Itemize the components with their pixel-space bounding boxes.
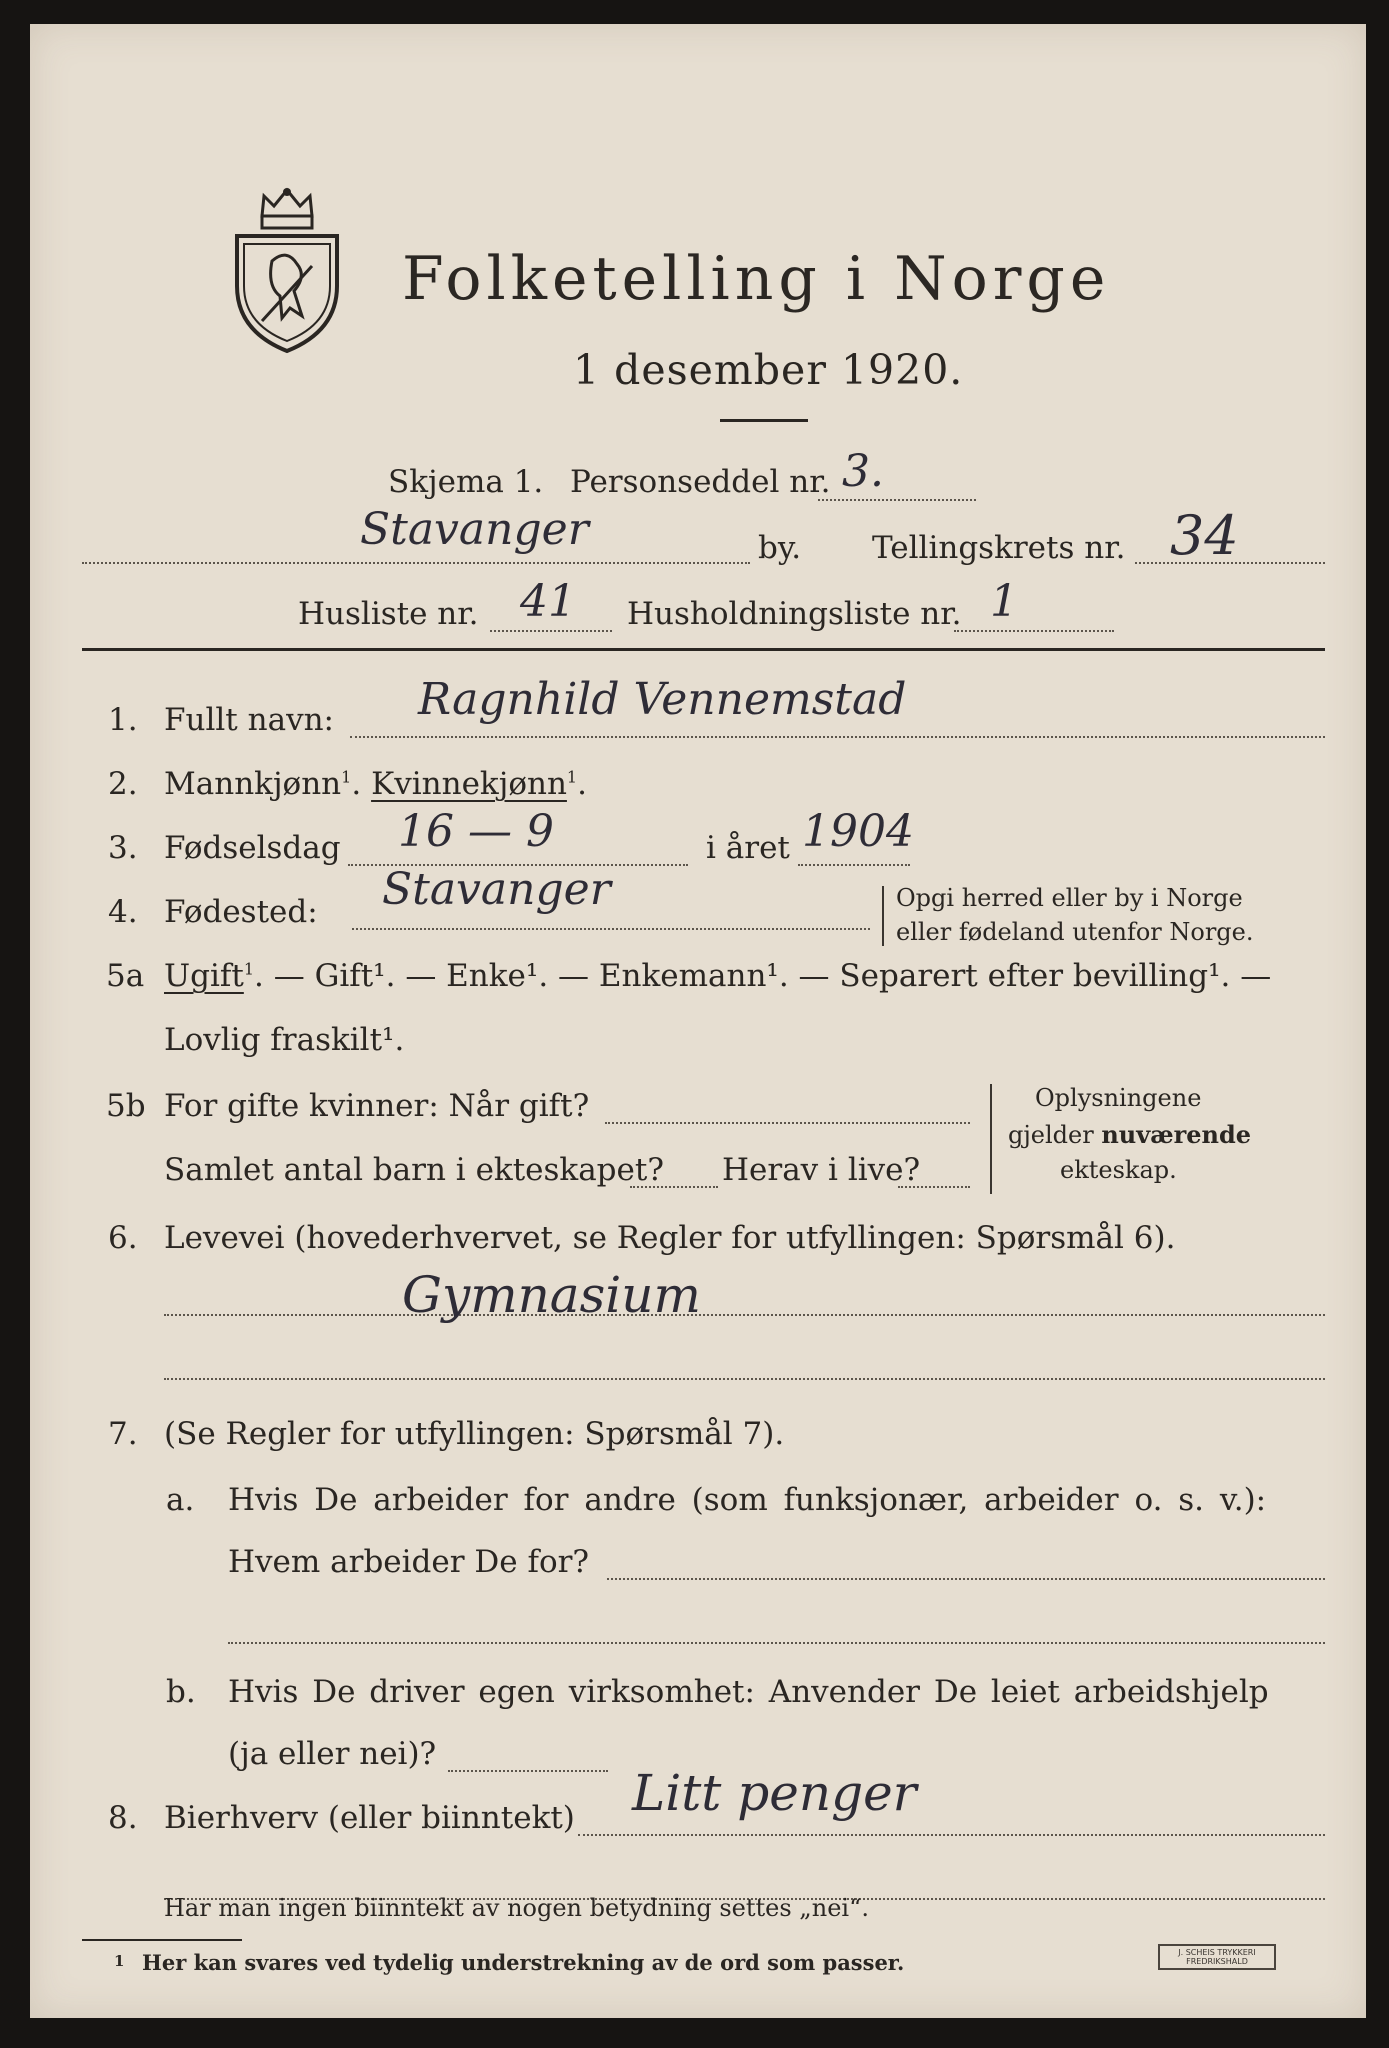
birth-day-value[interactable]: 16 — 9	[398, 806, 554, 857]
q5b-note-brace	[990, 1084, 992, 1194]
q7a-answer-line	[607, 1578, 1325, 1580]
q7b-answer-line	[448, 1770, 608, 1772]
schema-label: Skjema 1.	[388, 464, 544, 500]
q5b-label2: Samlet antal barn i ekteskapet?	[164, 1152, 664, 1188]
q5b-note-line3: ekteskap.	[1060, 1156, 1177, 1184]
q5b-line1	[605, 1122, 970, 1124]
by-label: by.	[758, 530, 802, 566]
male-option[interactable]: Mannkjønn	[164, 766, 342, 802]
q1-label: Fullt navn:	[164, 702, 334, 738]
footnote-ref: 1	[341, 767, 352, 787]
personseddel-label: Personseddel nr.	[570, 464, 831, 500]
personseddel-value[interactable]: 3.	[842, 446, 884, 497]
q3-number: 3.	[108, 830, 138, 866]
q8-number: 8.	[108, 1800, 138, 1836]
q7-number: 7.	[108, 1416, 138, 1452]
marital-options: . — Gift¹. — Enke¹. — Enkemann¹. — Separert efter bevilling¹. —	[254, 958, 1272, 994]
husholdning-value[interactable]: 1	[990, 576, 1018, 627]
q7b-number: b.	[166, 1674, 196, 1710]
q5b-label3: Herav i live?	[722, 1152, 921, 1188]
q5b-note-gjelder: gjelder	[1008, 1121, 1102, 1149]
birthplace-value[interactable]: Stavanger	[382, 864, 611, 915]
full-name-value[interactable]: Ragnhild Vennemstad	[418, 674, 907, 725]
q5a-line2: Lovlig fraskilt¹.	[164, 1022, 405, 1058]
footnote-divider	[82, 1939, 242, 1941]
footnote-ref: 1	[566, 767, 578, 787]
q8-label: Bierhverv (eller biinntekt)	[164, 1800, 575, 1836]
separator: .	[577, 766, 587, 802]
census-form	[30, 24, 1366, 2018]
footnote-text: Her kan svares ved tydelig understrekning av de ord som passer.	[142, 1950, 905, 1975]
q5b-label1: For gifte kvinner: Når gift?	[164, 1088, 590, 1124]
q5b-line2	[630, 1186, 718, 1188]
q5a-number: 5a	[106, 958, 145, 994]
husholdning-line	[954, 630, 1114, 632]
q4-note-brace	[882, 886, 884, 946]
q3-label: Fødselsdag	[164, 830, 341, 866]
q4-note-line2: eller fødeland utenfor Norge.	[896, 918, 1254, 946]
q6-line2	[164, 1378, 1325, 1380]
q7a-number: a.	[166, 1482, 195, 1518]
q5b-note-bold: nuværende	[1101, 1120, 1252, 1149]
q7a-line1: Hvis De arbeider for andre (som funksjonær, arbeider o. s. v.):	[228, 1482, 1267, 1518]
q1-line	[350, 736, 1325, 738]
q5b-note-line1: Oplysningene	[1035, 1084, 1202, 1112]
printer-stamp-line1: J. SCHEIS TRYKKERI	[1178, 1948, 1256, 1957]
occupation-value[interactable]: Gymnasium	[402, 1266, 701, 1324]
side-income-value[interactable]: Litt penger	[632, 1764, 917, 1822]
tellingskrets-value[interactable]: 34	[1170, 504, 1239, 567]
female-option-underlined[interactable]: Kvinnekjønn	[371, 766, 567, 802]
q7b-line1: Hvis De driver egen virksomhet: Anvender De leiet arbeidshjelp	[228, 1674, 1269, 1710]
q5b-note-line2	[1008, 1120, 1251, 1149]
husliste-value[interactable]: 41	[520, 576, 576, 627]
q4-note-line1: Opgi herred eller by i Norge	[896, 884, 1243, 912]
q5a-options	[164, 958, 1271, 994]
q3-year-label: i året	[706, 830, 790, 866]
city-value[interactable]: Stavanger	[360, 504, 589, 555]
q6-label: Levevei (hovederhvervet, se Regler for utfyllingen: Spørsmål 6).	[164, 1220, 1176, 1256]
footer-note: Har man ingen biinntekt av nogen betydning settes „nei“.	[164, 1894, 869, 1922]
printer-stamp	[1158, 1944, 1276, 1970]
q7b-line2: (ja eller nei)?	[228, 1736, 437, 1772]
separator: .	[351, 766, 372, 802]
q7a-line2: Hvem arbeider De for?	[228, 1544, 590, 1580]
q5b-line3	[898, 1186, 970, 1188]
q6-number: 6.	[108, 1220, 138, 1256]
husholdning-label: Husholdningsliste nr.	[627, 596, 962, 632]
q3-year-line	[798, 864, 910, 866]
header-divider	[82, 648, 1325, 651]
q7-label: (Se Regler for utfyllingen: Spørsmål 7).	[164, 1416, 785, 1452]
personseddel-line	[818, 499, 976, 501]
q1-number: 1.	[108, 702, 138, 738]
footnote-mark: 1	[114, 1952, 125, 1970]
title-divider	[720, 419, 808, 422]
q2-number: 2.	[108, 766, 138, 802]
printer-stamp-line2: FREDRIKSHALD	[1186, 1957, 1248, 1966]
city-line	[82, 562, 750, 564]
tellingskrets-label: Tellingskrets nr.	[872, 530, 1126, 566]
form-date: 1 desember 1920.	[573, 346, 964, 394]
husliste-line	[490, 630, 612, 632]
q8-line1	[578, 1834, 1325, 1836]
q6-line1	[164, 1314, 1325, 1316]
ugift-option-underlined[interactable]: Ugift	[164, 958, 244, 994]
footnote-ref: 1	[243, 959, 255, 979]
q7a-extra-line	[228, 1642, 1325, 1644]
form-title: Folketelling i Norge	[402, 244, 1111, 314]
q4-number: 4.	[108, 894, 138, 930]
husliste-label: Husliste nr.	[298, 596, 479, 632]
q4-label: Fødested:	[164, 894, 318, 930]
q4-line	[352, 928, 870, 930]
birth-year-value[interactable]: 1904	[802, 806, 914, 857]
q5b-number: 5b	[106, 1088, 146, 1124]
q2-options	[164, 766, 587, 802]
coat-of-arms-icon	[232, 186, 342, 356]
